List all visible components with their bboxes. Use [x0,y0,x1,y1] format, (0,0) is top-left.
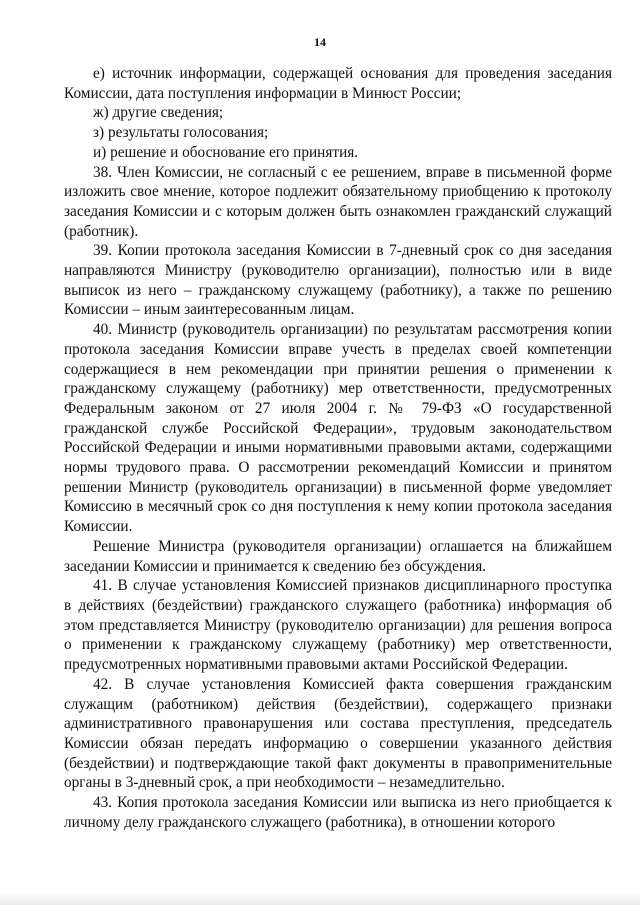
clause-38: 38. Член Комиссии, не согласный с ее решением, вправе в письменной форме изложить свое мнение, которое подлежит обязательному приобщению к протоколу заседания Комиссии и с которым должен быть ознакомлен гражданский служащий (работник). [64,163,612,240]
page-bottom-edge [0,893,640,905]
item-zh-other-details: ж) другие сведения; [93,104,224,122]
page-number: 14 [314,35,326,49]
item-e-information-source: е) источник информации, содержащей основания для проведения заседания Комиссии, дата поступления информации в Минюст России; [64,65,612,102]
clause-39: 39. Копии протокола заседания Комиссии в 7-дневный срок со дня заседания направляются Министру (руководителю организации), полностью или в виде выписок из него – гражданскому служащему (работнику), а также по решению Комиссии – иным заинтересованным лицам. [64,242,612,319]
item-i-decision-rationale: и) решение и обоснование его принятия. [93,143,359,161]
clause-40: 40. Министр (руководитель организации) по результатам рассмотрения копии протокола заседания Комиссии вправе учесть в пределах своей компетенции содержащиеся в нем рекомендации при принятии решения о применении к гражданскому служащему (работнику) мер ответственности, предусмотренных Федеральным законом от 27 июля 2004 г. № 79-ФЗ «О государственной гражданской службе Российской Федерации», трудовым законодательством Российской Федерации и иными нормативными правовыми актами, содержащими нормы трудового права. О рассмотрении рекомендаций Комиссии и принятом решении Министр (руководитель организации) в письменной форме уведомляет Комиссию в месячный срок со дня поступления к нему копии протокола заседания Комиссии. [64,321,612,536]
clause-40-decision: Решение Министра (руководителя организации) оглашается на ближайшем заседании Комиссии и принимается к сведению без обсуждения. [64,537,612,575]
document-body [64,64,612,832]
item-z-voting-results: з) результаты голосования; [93,124,269,142]
clause-42: 42. В случае установления Комиссией факта совершения гражданским служащим (работником) действия (бездействии), содержащего признаки административного правонарушения или состава преступления, председатель Комиссии обязан передать информацию о совершении указанного действия (бездействии) и подтверждающие такой факт документы в правоприменительные органы в 3-дневный срок, а при необходимости – незамедлительно. [64,675,612,792]
clause-41: 41. В случае установления Комиссией признаков дисциплинарного проступка в действиях (бездействии) гражданского служащего (работника) информация об этом представляется Министру (руководителю организации) для решения вопроса о применении к гражданскому служащему (работнику) мер ответственности, предусмотренных нормативными правовыми актами Российской Федерации. [64,577,612,674]
clause-43: 43. Копия протокола заседания Комиссии или выписка из него приобщается к личному делу гражданского служащего (работника), в отношении которого [64,794,612,831]
